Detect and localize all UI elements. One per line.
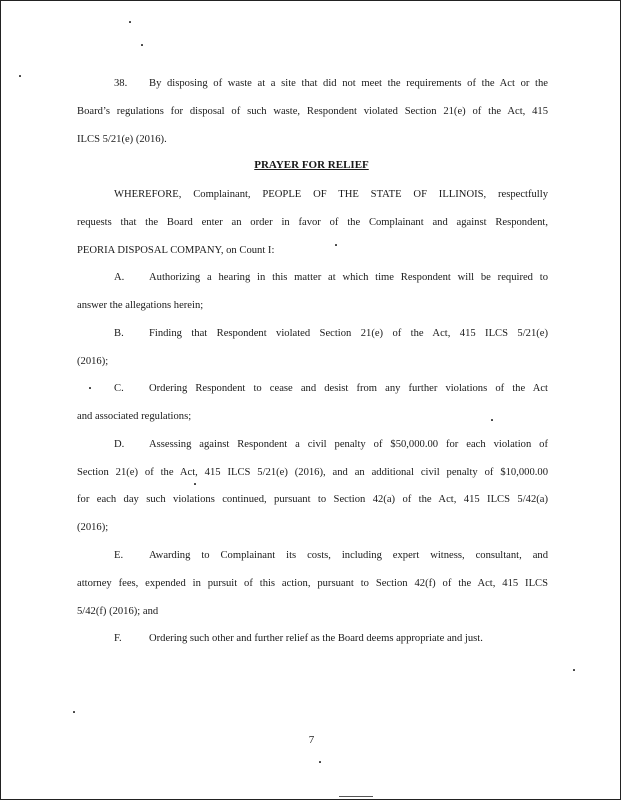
page-number: 7 (308, 734, 315, 746)
item-letter-c: C. (114, 383, 124, 394)
paragraph-38-line-1: By disposing of waste at a site that did not meet the requirements of the Act or the (149, 78, 548, 89)
wherefore-line-1: WHEREFORE, Complainant, PEOPLE OF THE STATE OF ILLINOIS, respectfully (114, 189, 548, 200)
scan-speck (73, 711, 75, 713)
item-letter-b: B. (114, 328, 124, 339)
item-e-line-3: 5/42(f) (2016); and (77, 606, 159, 617)
item-c-line-1: Ordering Respondent to cease and desist from any further violations of the Act (149, 383, 548, 394)
scan-speck (129, 21, 131, 23)
scan-speck (335, 244, 337, 246)
item-letter-e: E. (114, 550, 124, 561)
item-letter-a: A. (114, 272, 125, 283)
scan-speck (491, 419, 493, 421)
item-e-line-2: attorney fees, expended in pursuit of this action, pursuant to Section 42(f) of the Act, 415 ILCS (77, 578, 548, 589)
item-d-line-2: Section 21(e) of the Act, 415 ILCS 5/21(e) (2016), and an additional civil penalty of $10,000.00 (77, 467, 548, 478)
item-b-line-2: (2016); (77, 356, 109, 367)
item-b-line-1: Finding that Respondent violated Section 21(e) of the Act, 415 ILCS 5/21(e) (149, 328, 548, 339)
item-a-line-1: Authorizing a hearing in this matter at which time Respondent will be required to (149, 272, 548, 283)
paragraph-38-line-2: Board’s regulations for disposal of such waste, Respondent violated Section 21(e) of the Act, 415 (77, 106, 548, 117)
item-e-line-1: Awarding to Complainant its costs, including expert witness, consultant, and (149, 550, 548, 561)
scan-artifact (339, 796, 373, 797)
scan-speck (573, 669, 575, 671)
item-f-line-1: Ordering such other and further relief as the Board deems appropriate and just. (149, 633, 483, 644)
item-letter-f: F. (114, 633, 122, 644)
scan-speck (319, 761, 321, 763)
item-d-line-3: for each day such violations continued, pursuant to Section 42(a) of the Act, 415 ILCS 5/42(a) (77, 494, 548, 505)
paragraph-number: 38. (114, 78, 128, 89)
scan-speck (19, 75, 21, 77)
item-letter-d: D. (114, 439, 125, 450)
section-heading: PRAYER FOR RELIEF (254, 159, 369, 171)
item-d-line-4: (2016); (77, 522, 109, 533)
wherefore-line-2: requests that the Board enter an order in favor of the Complainant and against Respondent, (77, 217, 548, 228)
scan-speck (194, 483, 196, 485)
item-c-line-2: and associated regulations; (77, 411, 192, 422)
item-d-line-1: Assessing against Respondent a civil penalty of $50,000.00 for each violation of (149, 439, 548, 450)
paragraph-38-line-3: ILCS 5/21(e) (2016). (77, 134, 167, 145)
item-a-line-2: answer the allegations herein; (77, 300, 204, 311)
wherefore-line-3: PEORIA DISPOSAL COMPANY, on Count I: (77, 245, 275, 256)
scan-speck (141, 44, 143, 46)
scan-speck (89, 387, 91, 389)
